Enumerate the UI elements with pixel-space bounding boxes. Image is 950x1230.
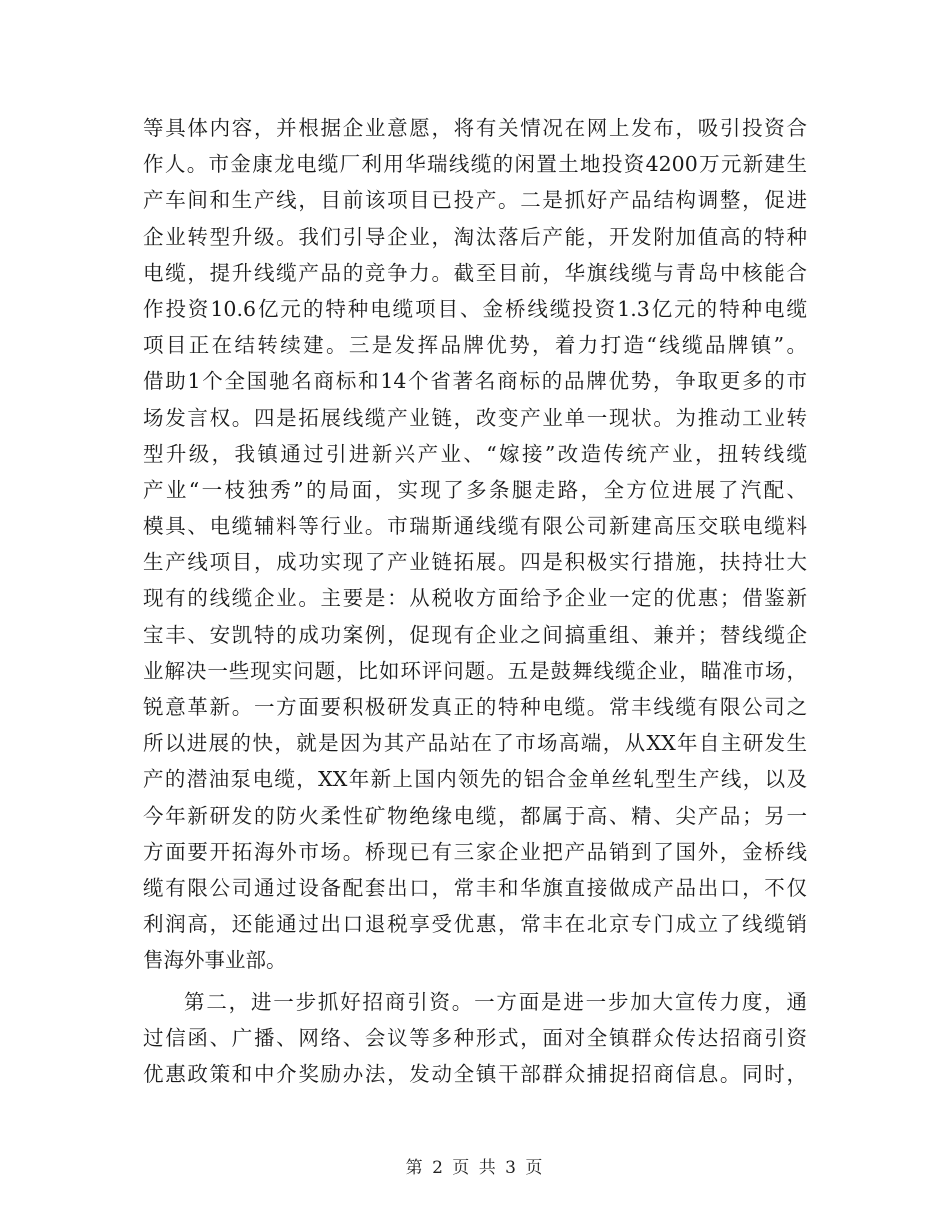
text-line: 所以进展的快，就是因为其产品站在了市场高端，从XX年自主研发生 — [143, 731, 807, 756]
text-line: 场发言权。四是拓展线缆产业链，改变产业单一现状。为推动工业转 — [143, 405, 807, 430]
text-line: 项目正在结转续建。三是发挥品牌优势，着力打造“线缆品牌镇”。 — [143, 333, 807, 358]
text-line: 借助1个全国驰名商标和14个省著名商标的品牌优势，争取更多的市 — [143, 369, 807, 394]
text-line: 业解决一些现实问题，比如环评问题。五是鼓舞线缆企业，瞄准市场， — [143, 658, 807, 683]
text-line: 作人。市金康龙电缆厂利用华瑞线缆的闲置土地投资4200万元新建生 — [143, 152, 807, 177]
text-line: 作投资10.6亿元的特种电缆项目、金桥线缆投资1.3亿元的特种电缆 — [143, 296, 807, 321]
text-line: 型升级，我镇通过引进新兴产业、“嫁接”改造传统产业，扭转线缆 — [143, 441, 807, 466]
document-body — [143, 110, 807, 1092]
text-line: 产的潜油泵电缆，XX年新上国内领先的铝合金单丝轧型生产线，以及 — [143, 767, 807, 792]
text-line: 现有的线缆企业。主要是：从税收方面给予企业一定的优惠；借鉴新 — [143, 586, 807, 611]
text-line: 电缆，提升线缆产品的竞争力。截至目前，华旗线缆与青岛中核能合 — [143, 260, 807, 285]
text-line: 模具、电缆辅料等行业。市瑞斯通线缆有限公司新建高压交联电缆料 — [143, 514, 807, 539]
text-line: 企业转型升级。我们引导企业，淘汰落后产能，开发附加值高的特种 — [143, 224, 807, 249]
text-line: 方面要开拓海外市场。桥现已有三家企业把产品销到了国外，金桥线 — [143, 839, 807, 864]
text-line: 售海外事业部。 — [143, 948, 287, 973]
text-line: 等具体内容，并根据企业意愿，将有关情况在网上发布，吸引投资合 — [143, 116, 807, 140]
text-line: 利润高，还能通过出口退税享受优惠，常丰在北京专门成立了线缆销 — [143, 912, 807, 937]
text-line: 过信函、广播、网络、会议等多种形式，面对全镇群众传达招商引资 — [143, 1025, 807, 1050]
page-number-footer: 第 2 页 共 3 页 — [405, 1158, 545, 1178]
text-line: 优惠政策和中介奖励办法，发动全镇干部群众捕捉招商信息。同时， — [143, 1061, 807, 1086]
text-line: 生产线项目，成功实现了产业链拓展。四是积极实行措施，扶持壮大 — [143, 550, 807, 575]
text-line: 第二，进一步抓好招商引资。一方面是进一步加大宣传力度，通 — [184, 989, 807, 1014]
paragraph-2 — [143, 984, 807, 1093]
text-line: 缆有限公司通过设备配套出口，常丰和华旗直接做成产品出口，不仅 — [143, 875, 807, 900]
paragraph-1 — [143, 110, 807, 979]
text-line: 宝丰、安凯特的成功案例，促现有企业之间搞重组、兼并；替线缆企 — [143, 622, 807, 647]
text-line: 产车间和生产线，目前该项目已投产。二是抓好产品结构调整，促进 — [143, 188, 807, 213]
text-line: 今年新研发的防火柔性矿物绝缘电缆，都属于高、精、尖产品；另一 — [143, 803, 807, 828]
text-line: 锐意革新。一方面要积极研发真正的特种电缆。常丰线缆有限公司之 — [143, 695, 807, 719]
text-line: 产业“一枝独秀”的局面，实现了多条腿走路，全方位进展了汽配、 — [143, 477, 807, 502]
